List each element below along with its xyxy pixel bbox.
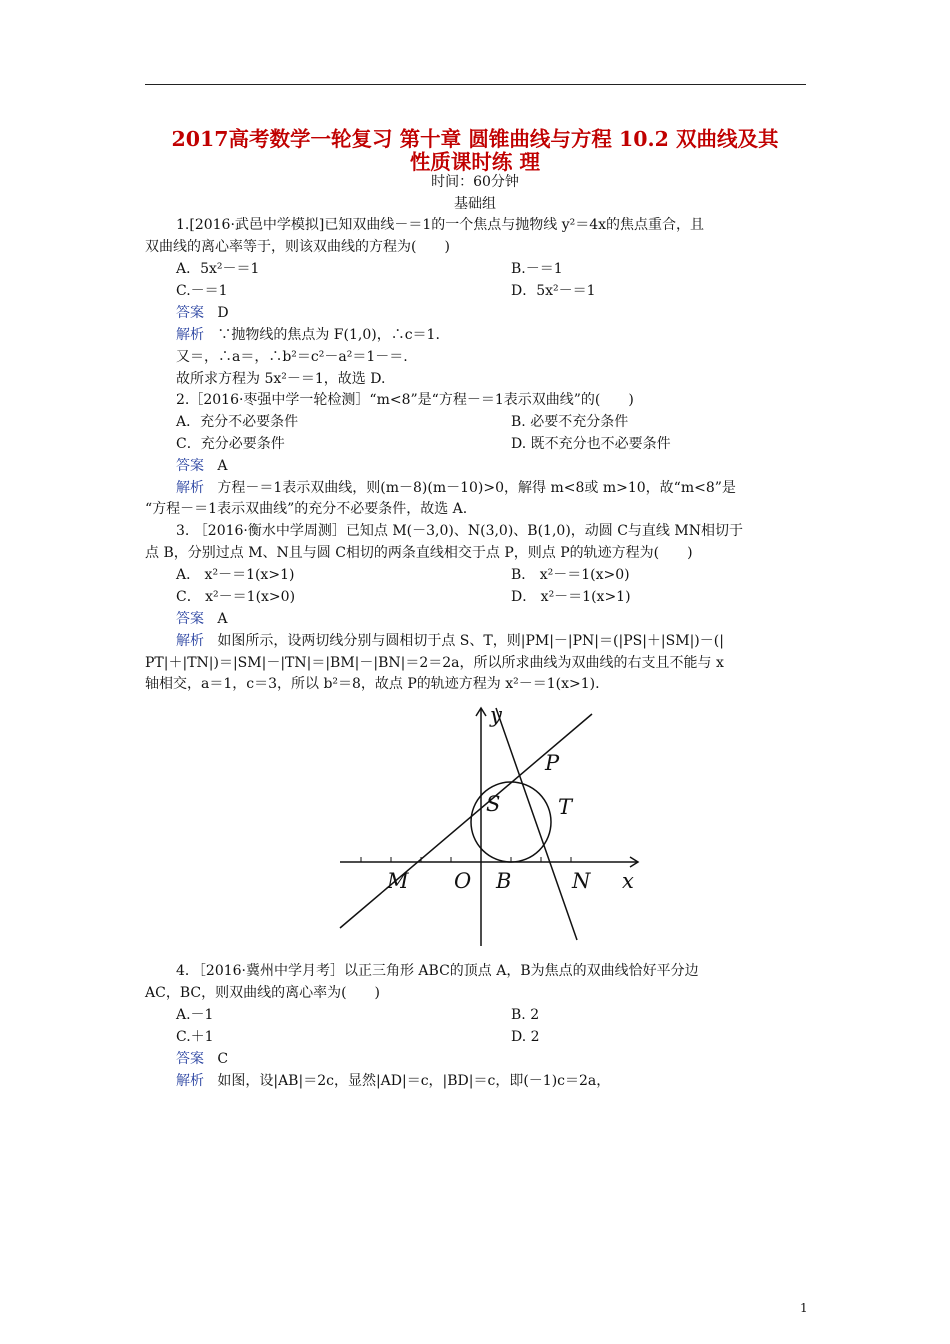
label-o: O xyxy=(454,869,472,893)
q3-stem-line-2: 点 B，分别过点 M、N且与圆 C相切的两条直线相交于点 P，则点 P的轨迹方程为( ) xyxy=(145,545,693,561)
q3-answer-row xyxy=(176,610,227,629)
tangent-line-from-m xyxy=(340,714,592,928)
q2-stem-line-1: 2.［2016·枣强中学一轮检测］“m<8”是“方程－＝1表示双曲线”的( ) xyxy=(176,392,634,408)
q2-answer-row xyxy=(176,457,227,476)
group-label: 基础组 xyxy=(454,196,496,212)
q4-solution-line-1-row xyxy=(176,1072,610,1091)
q1-solution-line-1: ∵抛物线的焦点为 F(1,0)，∴c＝1. xyxy=(217,327,440,343)
label-b: B xyxy=(496,869,512,893)
q3-option-a: A． x²－＝1(x>1) xyxy=(176,567,295,583)
q1-answer: D xyxy=(217,305,229,321)
q2-option-c: C．充分必要条件 xyxy=(176,436,285,452)
label-x: x xyxy=(622,869,634,893)
analysis-label: 解析 xyxy=(176,633,204,649)
title-line-2: 性质课时练 理 xyxy=(409,150,541,174)
time-limit: 时间：60分钟 xyxy=(431,174,519,190)
q4-answer: C xyxy=(217,1051,229,1067)
answer-label: 答案 xyxy=(176,611,204,627)
q3-solution-line-2: PT|＋|TN|)＝|SM|－|TN|＝|BM|－|BN|＝2＝2a，所以所求曲线为双曲线的右支且不能与 x xyxy=(145,655,724,671)
q4-option-b: B. 2 xyxy=(511,1007,540,1023)
page-number: 1 xyxy=(800,1301,808,1315)
q3-option-b: B． x²－＝1(x>0) xyxy=(511,567,630,583)
q1-option-b: B.－＝1 xyxy=(511,261,563,277)
label-m: M xyxy=(387,869,409,893)
q3-solution-line-1-row xyxy=(176,632,724,651)
q1-solution-line-1-row xyxy=(176,326,440,345)
q4-option-a: A.－1 xyxy=(176,1007,214,1023)
q4-solution-line-1: 如图，设|AB|＝2c，显然|AD|＝c，|BD|＝c，即(－1)c＝2a， xyxy=(217,1073,611,1089)
q2-solution-line-2: “方程－＝1表示双曲线”的充分不必要条件，故选 A. xyxy=(145,501,468,517)
label-p: P xyxy=(545,751,560,775)
q3-answer: A xyxy=(217,611,228,627)
title-line-1: 2017高考数学一轮复习 第十章 圆锥曲线与方程 10.2 双曲线及其 xyxy=(171,127,779,151)
q3-stem-line-1: 3. ［2016·衡水中学周测］已知点 M(－3,0)、N(3,0)、B(1,0)，动圆 C与直线 MN相切于 xyxy=(176,523,743,539)
header-rule xyxy=(145,84,806,85)
label-y: y xyxy=(490,703,502,727)
q3-solution-line-1: 如图所示，设两切线分别与圆相切于点 S、T，则|PM|－|PN|＝(|PS|＋|SM|)－(| xyxy=(217,633,724,649)
answer-label: 答案 xyxy=(176,458,204,474)
q2-option-d: D. 既不充分也不必要条件 xyxy=(511,436,671,452)
q1-stem-line-1: 1.[2016·武邑中学模拟]已知双曲线－＝1的一个焦点与抛物线 y²＝4x的焦点重合，且 xyxy=(176,217,705,233)
q4-option-c: C.＋1 xyxy=(176,1029,214,1045)
q4-answer-row xyxy=(176,1050,228,1069)
q1-option-d: D．5x²－＝1 xyxy=(511,283,596,299)
q1-stem-line-2: 双曲线的离心率等于，则该双曲线的方程为( ) xyxy=(145,239,450,255)
q1-option-a: A．5x²－＝1 xyxy=(176,261,260,277)
analysis-label: 解析 xyxy=(176,327,204,343)
q2-option-b: B. 必要不充分条件 xyxy=(511,414,629,430)
circle-c xyxy=(471,782,551,862)
q2-answer: A xyxy=(217,458,228,474)
q1-solution-line-3: 故所求方程为 5x²－＝1，故选 D. xyxy=(176,371,386,387)
label-s: S xyxy=(486,792,501,816)
q2-solution-line-1-row xyxy=(176,479,736,498)
q3-option-d: D． x²－＝1(x>1) xyxy=(511,589,631,605)
answer-label: 答案 xyxy=(176,305,204,321)
label-t: T xyxy=(558,795,573,819)
tangent-circle-figure xyxy=(330,700,660,948)
q2-option-a: A．充分不必要条件 xyxy=(176,414,299,430)
q1-answer-row xyxy=(176,304,229,323)
q4-stem-line-2: AC，BC，则双曲线的离心率为( ) xyxy=(145,985,381,1001)
tangent-line-from-n xyxy=(496,708,577,940)
analysis-label: 解析 xyxy=(176,480,204,496)
q3-option-c: C． x²－＝1(x>0) xyxy=(176,589,296,605)
label-n: N xyxy=(572,869,591,893)
analysis-label: 解析 xyxy=(176,1073,204,1089)
q2-solution-line-1: 方程－＝1表示双曲线，则(m－8)(m－10)>0，解得 m<8或 m>10，故“m<8”是 xyxy=(217,480,736,496)
q1-option-c: C.－＝1 xyxy=(176,283,228,299)
q1-solution-line-2: 又＝，∴a＝，∴b²＝c²－a²＝1－＝. xyxy=(176,349,408,365)
answer-label: 答案 xyxy=(176,1051,204,1067)
q4-option-d: D. 2 xyxy=(511,1029,540,1045)
q3-solution-line-3: 轴相交，a＝1，c＝3，所以 b²＝8，故点 P的轨迹方程为 x²－＝1(x>1). xyxy=(145,676,600,692)
q4-stem-line-1: 4．［2016·冀州中学月考］以正三角形 ABC的顶点 A，B为焦点的双曲线恰好平分边 xyxy=(176,963,699,979)
